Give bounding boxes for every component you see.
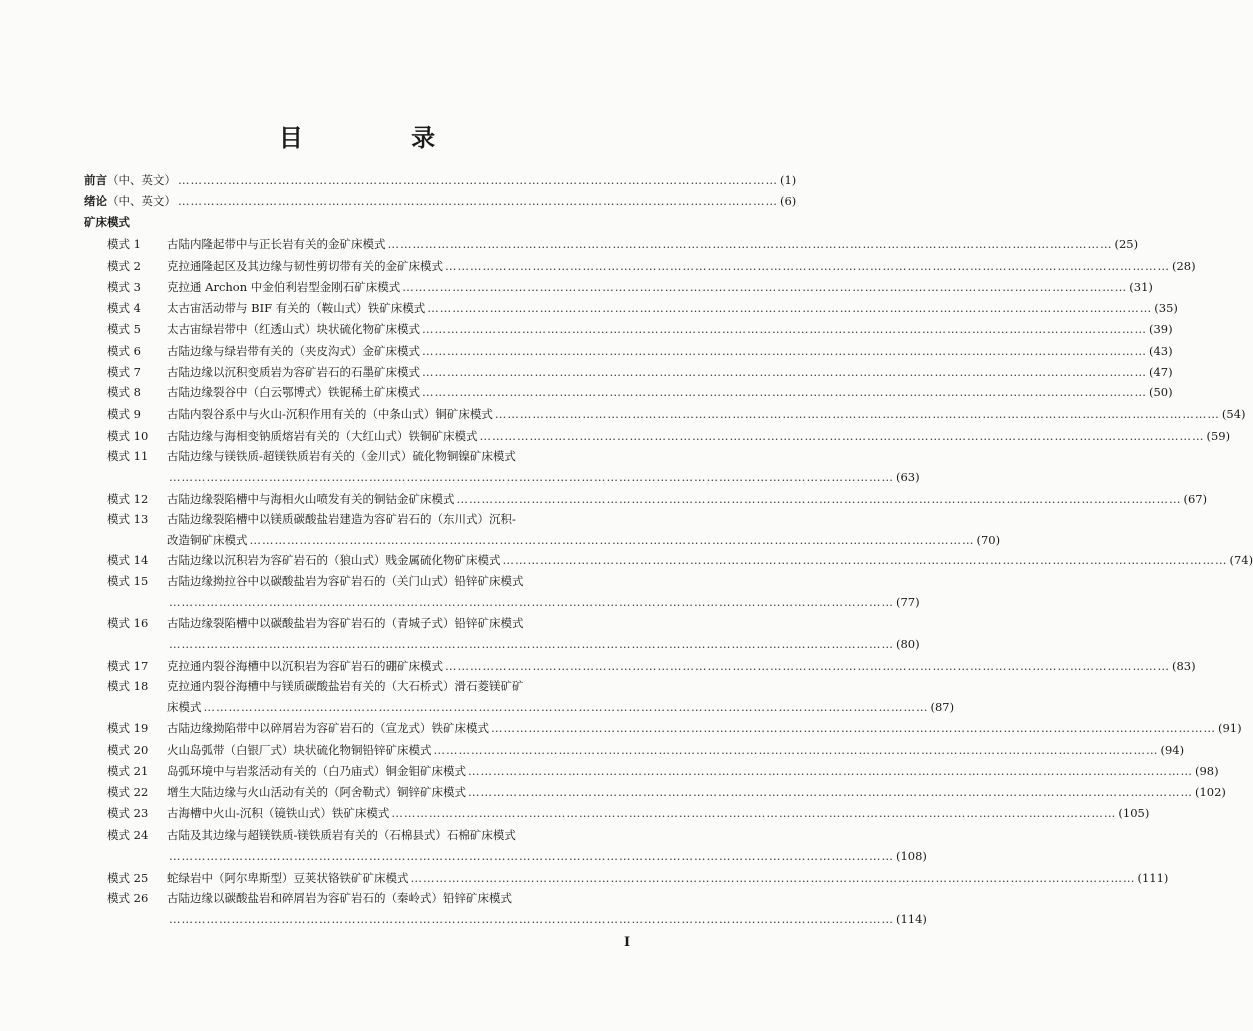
page-number: (74)	[1229, 553, 1253, 567]
roman-page-number: Ⅰ	[624, 935, 631, 950]
toc-entry-label: 模式 18	[107, 679, 149, 693]
toc-entry[interactable]	[167, 279, 1153, 295]
leader-dots: …………………………………………………………………………………………………………………………………………………………	[422, 385, 1147, 399]
toc-suffix: （中、英文）	[107, 194, 176, 208]
toc-entry-title: 古陆边缘裂陷槽中与海相火山喷发有关的铜钴金矿床模式	[167, 492, 455, 506]
toc-entry-title: 古陆边缘与绿岩带有关的（夹皮沟式）金矿床模式	[167, 344, 420, 358]
toc-entry-title[interactable]: 古陆边缘裂陷槽中以镁质碳酸盐岩建造为容矿岩石的（东川式）沉积-	[167, 512, 516, 526]
page-number: (77)	[896, 595, 920, 609]
leader-dots: …………………………………………………………………………………………………………………………………………………………	[422, 322, 1147, 336]
toc-entry-title: 古陆边缘拗陷带中以碎屑岩为容矿岩石的（宣龙式）铁矿床模式	[167, 721, 489, 735]
toc-entry-title: 克拉通隆起区及其边缘与韧性剪切带有关的金矿床模式	[167, 259, 443, 273]
toc-entry-label: 模式 26	[107, 891, 149, 905]
toc-entry-label: 模式 14	[107, 553, 149, 567]
toc-entry-label: 模式 22	[107, 785, 149, 799]
toc-entry-label: 模式 3	[107, 280, 141, 294]
toc-label: 前言	[84, 173, 107, 187]
toc-entry-introduction[interactable]	[84, 193, 797, 209]
toc-entry-title: 蛇绿岩中（阿尔卑斯型）豆荚状铬铁矿矿床模式	[167, 871, 409, 885]
leader-dots: …………………………………………………………………………………………………………………………………………………………	[491, 721, 1216, 735]
toc-entry-continuation[interactable]	[167, 699, 955, 715]
section-heading: 矿床模式	[84, 215, 130, 229]
leader-dots: …………………………………………………………………………………………………………………………………………………………	[494, 407, 1220, 421]
toc-entry[interactable]	[167, 364, 1173, 380]
page-number: (98)	[1195, 764, 1219, 778]
toc-entry-title: 古陆边缘与海相变钠质熔岩有关的（大红山式）铁铜矿床模式	[167, 429, 478, 443]
page-number: (47)	[1149, 365, 1173, 379]
page-number: (114)	[896, 912, 927, 926]
toc-entry-label: 模式 25	[107, 871, 149, 885]
toc-entry[interactable]	[167, 428, 1231, 444]
toc-entry-leader-line[interactable]	[167, 594, 920, 610]
leader-dots: …………………………………………………………………………………………………………………………………………………………	[203, 700, 929, 714]
toc-entry[interactable]	[167, 720, 1242, 736]
toc-entry-label: 模式 6	[107, 344, 141, 358]
toc-entry-label: 模式 13	[107, 512, 149, 526]
leader-dots: …………………………………………………………………………………………………………………………………………………………	[169, 595, 894, 609]
toc-entry-label: 模式 2	[107, 259, 141, 273]
toc-entry-title[interactable]: 克拉通内裂谷海槽中与镁质碳酸盐岩有关的（大石桥式）滑石菱镁矿矿	[167, 679, 524, 693]
leader-dots: …………………………………………………………………………………………………………………………………………………………	[169, 849, 894, 863]
toc-entry-label: 模式 7	[107, 365, 141, 379]
leader-dots: …………………………………………………………………………………………………………………………………………………………	[502, 553, 1228, 567]
leader-dots: …………………………………………………………………………………………………………………………………………………………	[422, 344, 1147, 358]
toc-entry-title: 岛弧环境中与岩浆活动有关的（白乃庙式）铜金钼矿床模式	[167, 764, 466, 778]
page-number: (59)	[1206, 429, 1231, 443]
toc-entry-title[interactable]: 古陆边缘拗拉谷中以碳酸盐岩为容矿岩石的（关门山式）铅锌矿床模式	[167, 574, 524, 588]
toc-entry[interactable]	[167, 742, 1185, 758]
leader-dots: …………………………………………………………………………………………………………………………………………………………	[410, 871, 1136, 885]
toc-entry-label: 模式 20	[107, 743, 149, 757]
toc-entry[interactable]	[167, 406, 1246, 422]
toc-entry[interactable]	[167, 384, 1173, 400]
leader-dots: ………………………………………………………………………………………………………………………………	[178, 194, 778, 208]
leader-dots: …………………………………………………………………………………………………………………………………………………………	[445, 259, 1170, 273]
toc-entry-label: 模式 19	[107, 721, 149, 735]
toc-entry-title: 克拉通 Archon 中金伯利岩型金刚石矿床模式	[167, 280, 401, 294]
toc-entry-label: 模式 16	[107, 616, 149, 630]
toc-entry-preface[interactable]	[84, 172, 797, 188]
page-number: (105)	[1118, 806, 1150, 820]
leader-dots: …………………………………………………………………………………………………………………………………………………………	[445, 659, 1170, 673]
leader-dots: …………………………………………………………………………………………………………………………………………………………	[169, 470, 894, 484]
page-number: (25)	[1114, 237, 1139, 251]
toc-entry-leader-line[interactable]	[167, 469, 920, 485]
toc-entry[interactable]	[167, 491, 1208, 507]
page-number: (28)	[1172, 259, 1196, 273]
leader-dots: …………………………………………………………………………………………………………………………………………………………	[387, 237, 1113, 251]
toc-entry-title: 古陆内隆起带中与正长岩有关的金矿床模式	[167, 237, 386, 251]
page-number: (91)	[1218, 721, 1242, 735]
toc-label: 绪论	[84, 194, 107, 208]
leader-dots: …………………………………………………………………………………………………………………………………………………………	[468, 764, 1193, 778]
toc-entry-title: 太古宙活动带与 BIF 有关的（鞍山式）铁矿床模式	[167, 301, 426, 315]
toc-entry[interactable]	[167, 258, 1196, 274]
leader-dots: …………………………………………………………………………………………………………………………………………………………	[456, 492, 1182, 506]
toc-entry-label: 模式 8	[107, 385, 141, 399]
page-number: (111)	[1137, 871, 1169, 885]
page-number: (6)	[780, 194, 797, 208]
toc-entry-label: 模式 23	[107, 806, 149, 820]
page-number: (31)	[1129, 280, 1153, 294]
toc-entry-label: 模式 1	[107, 237, 141, 251]
toc-entry[interactable]	[167, 236, 1139, 252]
leader-dots: …………………………………………………………………………………………………………………………………………………………	[468, 785, 1193, 799]
page-number: (70)	[976, 533, 1001, 547]
toc-entry[interactable]	[167, 300, 1178, 316]
leader-dots: …………………………………………………………………………………………………………………………………………………………	[433, 743, 1159, 757]
leader-dots: …………………………………………………………………………………………………………………………………………………………	[422, 365, 1147, 379]
leader-dots: …………………………………………………………………………………………………………………………………………………………	[479, 429, 1205, 443]
page-number: (50)	[1149, 385, 1173, 399]
page-number: (87)	[930, 700, 955, 714]
page-number: (63)	[896, 470, 920, 484]
page-number: (83)	[1172, 659, 1196, 673]
toc-entry-label: 模式 5	[107, 322, 141, 336]
leader-dots: ………………………………………………………………………………………………………………………………	[178, 173, 778, 187]
leader-dots: …………………………………………………………………………………………………………………………………………………………	[169, 637, 894, 651]
page-number: (67)	[1183, 492, 1208, 506]
toc-entry-title: 古海槽中火山-沉积（镜铁山式）铁矿床模式	[167, 806, 390, 820]
toc-entry-title[interactable]: 古陆边缘以碳酸盐岩和碎屑岩为容矿岩石的（秦岭式）铅锌矿床模式	[167, 891, 512, 905]
toc-entry-title: 古陆边缘以沉积变质岩为容矿岩石的石墨矿床模式	[167, 365, 420, 379]
toc-entry-label: 模式 4	[107, 301, 141, 315]
leader-dots: …………………………………………………………………………………………………………………………………………………………	[427, 301, 1153, 315]
page-number: (80)	[896, 637, 920, 651]
leader-dots: …………………………………………………………………………………………………………………………………………………………	[402, 280, 1128, 294]
toc-entry-label: 模式 24	[107, 828, 149, 842]
page-number: (35)	[1154, 301, 1178, 315]
toc-entry-title: 古陆边缘以沉积岩为容矿岩石的（狼山式）贱金属硫化物矿床模式	[167, 553, 501, 567]
page-number: (54)	[1221, 407, 1246, 421]
toc-entry-title-continued: 床模式	[167, 700, 202, 714]
page-number: (102)	[1195, 785, 1226, 799]
toc-suffix: （中、英文）	[107, 173, 176, 187]
toc-entry-continuation[interactable]	[167, 532, 1001, 548]
page-number: (39)	[1149, 322, 1173, 336]
toc-entry[interactable]	[167, 784, 1226, 800]
toc-entry-title: 火山岛弧带（白银厂式）块状硫化物铜铅锌矿床模式	[167, 743, 432, 757]
toc-entry-label: 模式 10	[107, 429, 149, 443]
toc-entry-title: 克拉通内裂谷海槽中以沉积岩为容矿岩石的硼矿床模式	[167, 659, 443, 673]
toc-entry[interactable]	[167, 763, 1219, 779]
toc-entry[interactable]	[167, 870, 1169, 886]
page-number: (94)	[1160, 743, 1185, 757]
toc-entry[interactable]	[167, 552, 1253, 568]
toc-entry-leader-line[interactable]	[167, 848, 927, 864]
toc-entry-label: 模式 11	[107, 449, 149, 463]
toc-entry-title: 古陆内裂谷系中与火山-沉积作用有关的（中条山式）铜矿床模式	[167, 407, 493, 421]
toc-entry-leader-line[interactable]	[167, 636, 920, 652]
toc-entry-title[interactable]: 古陆边缘裂陷槽中以碳酸盐岩为容矿岩石的（青城子式）铅锌矿床模式	[167, 616, 524, 630]
toc-entry-title[interactable]: 古陆边缘与镁铁质-超镁铁质岩有关的（金川式）硫化物铜镍矿床模式	[167, 449, 516, 463]
page-number: (43)	[1149, 344, 1173, 358]
leader-dots: …………………………………………………………………………………………………………………………………………………………	[249, 533, 975, 547]
toc-entry-title: 太古宙绿岩带中（红透山式）块状硫化物矿床模式	[167, 322, 420, 336]
leader-dots: …………………………………………………………………………………………………………………………………………………………	[169, 912, 894, 926]
toc-entry-title[interactable]: 古陆及其边缘与超镁铁质-镁铁质岩有关的（石棉县式）石棉矿床模式	[167, 828, 516, 842]
leader-dots: …………………………………………………………………………………………………………………………………………………………	[391, 806, 1117, 820]
toc-entry-leader-line[interactable]	[167, 911, 927, 927]
toc-entry-title: 古陆边缘裂谷中（白云鄂博式）铁铌稀土矿床模式	[167, 385, 420, 399]
toc-entry-title-continued: 改造铜矿床模式	[167, 533, 248, 547]
toc-entry[interactable]	[167, 658, 1196, 674]
toc-entry[interactable]	[167, 805, 1150, 821]
toc-entry-label: 模式 12	[107, 492, 149, 506]
page-number: (108)	[896, 849, 927, 863]
page-number: (1)	[780, 173, 797, 187]
toc-entry-label: 模式 15	[107, 574, 149, 588]
toc-entry[interactable]	[167, 343, 1173, 359]
toc-entry-label: 模式 9	[107, 407, 141, 421]
toc-entry-label: 模式 21	[107, 764, 149, 778]
toc-entry-title: 增生大陆边缘与火山活动有关的（阿舍勒式）铜锌矿床模式	[167, 785, 466, 799]
toc-entry[interactable]	[167, 321, 1173, 337]
page-title: 目 录	[278, 124, 486, 152]
toc-entry-label: 模式 17	[107, 659, 149, 673]
